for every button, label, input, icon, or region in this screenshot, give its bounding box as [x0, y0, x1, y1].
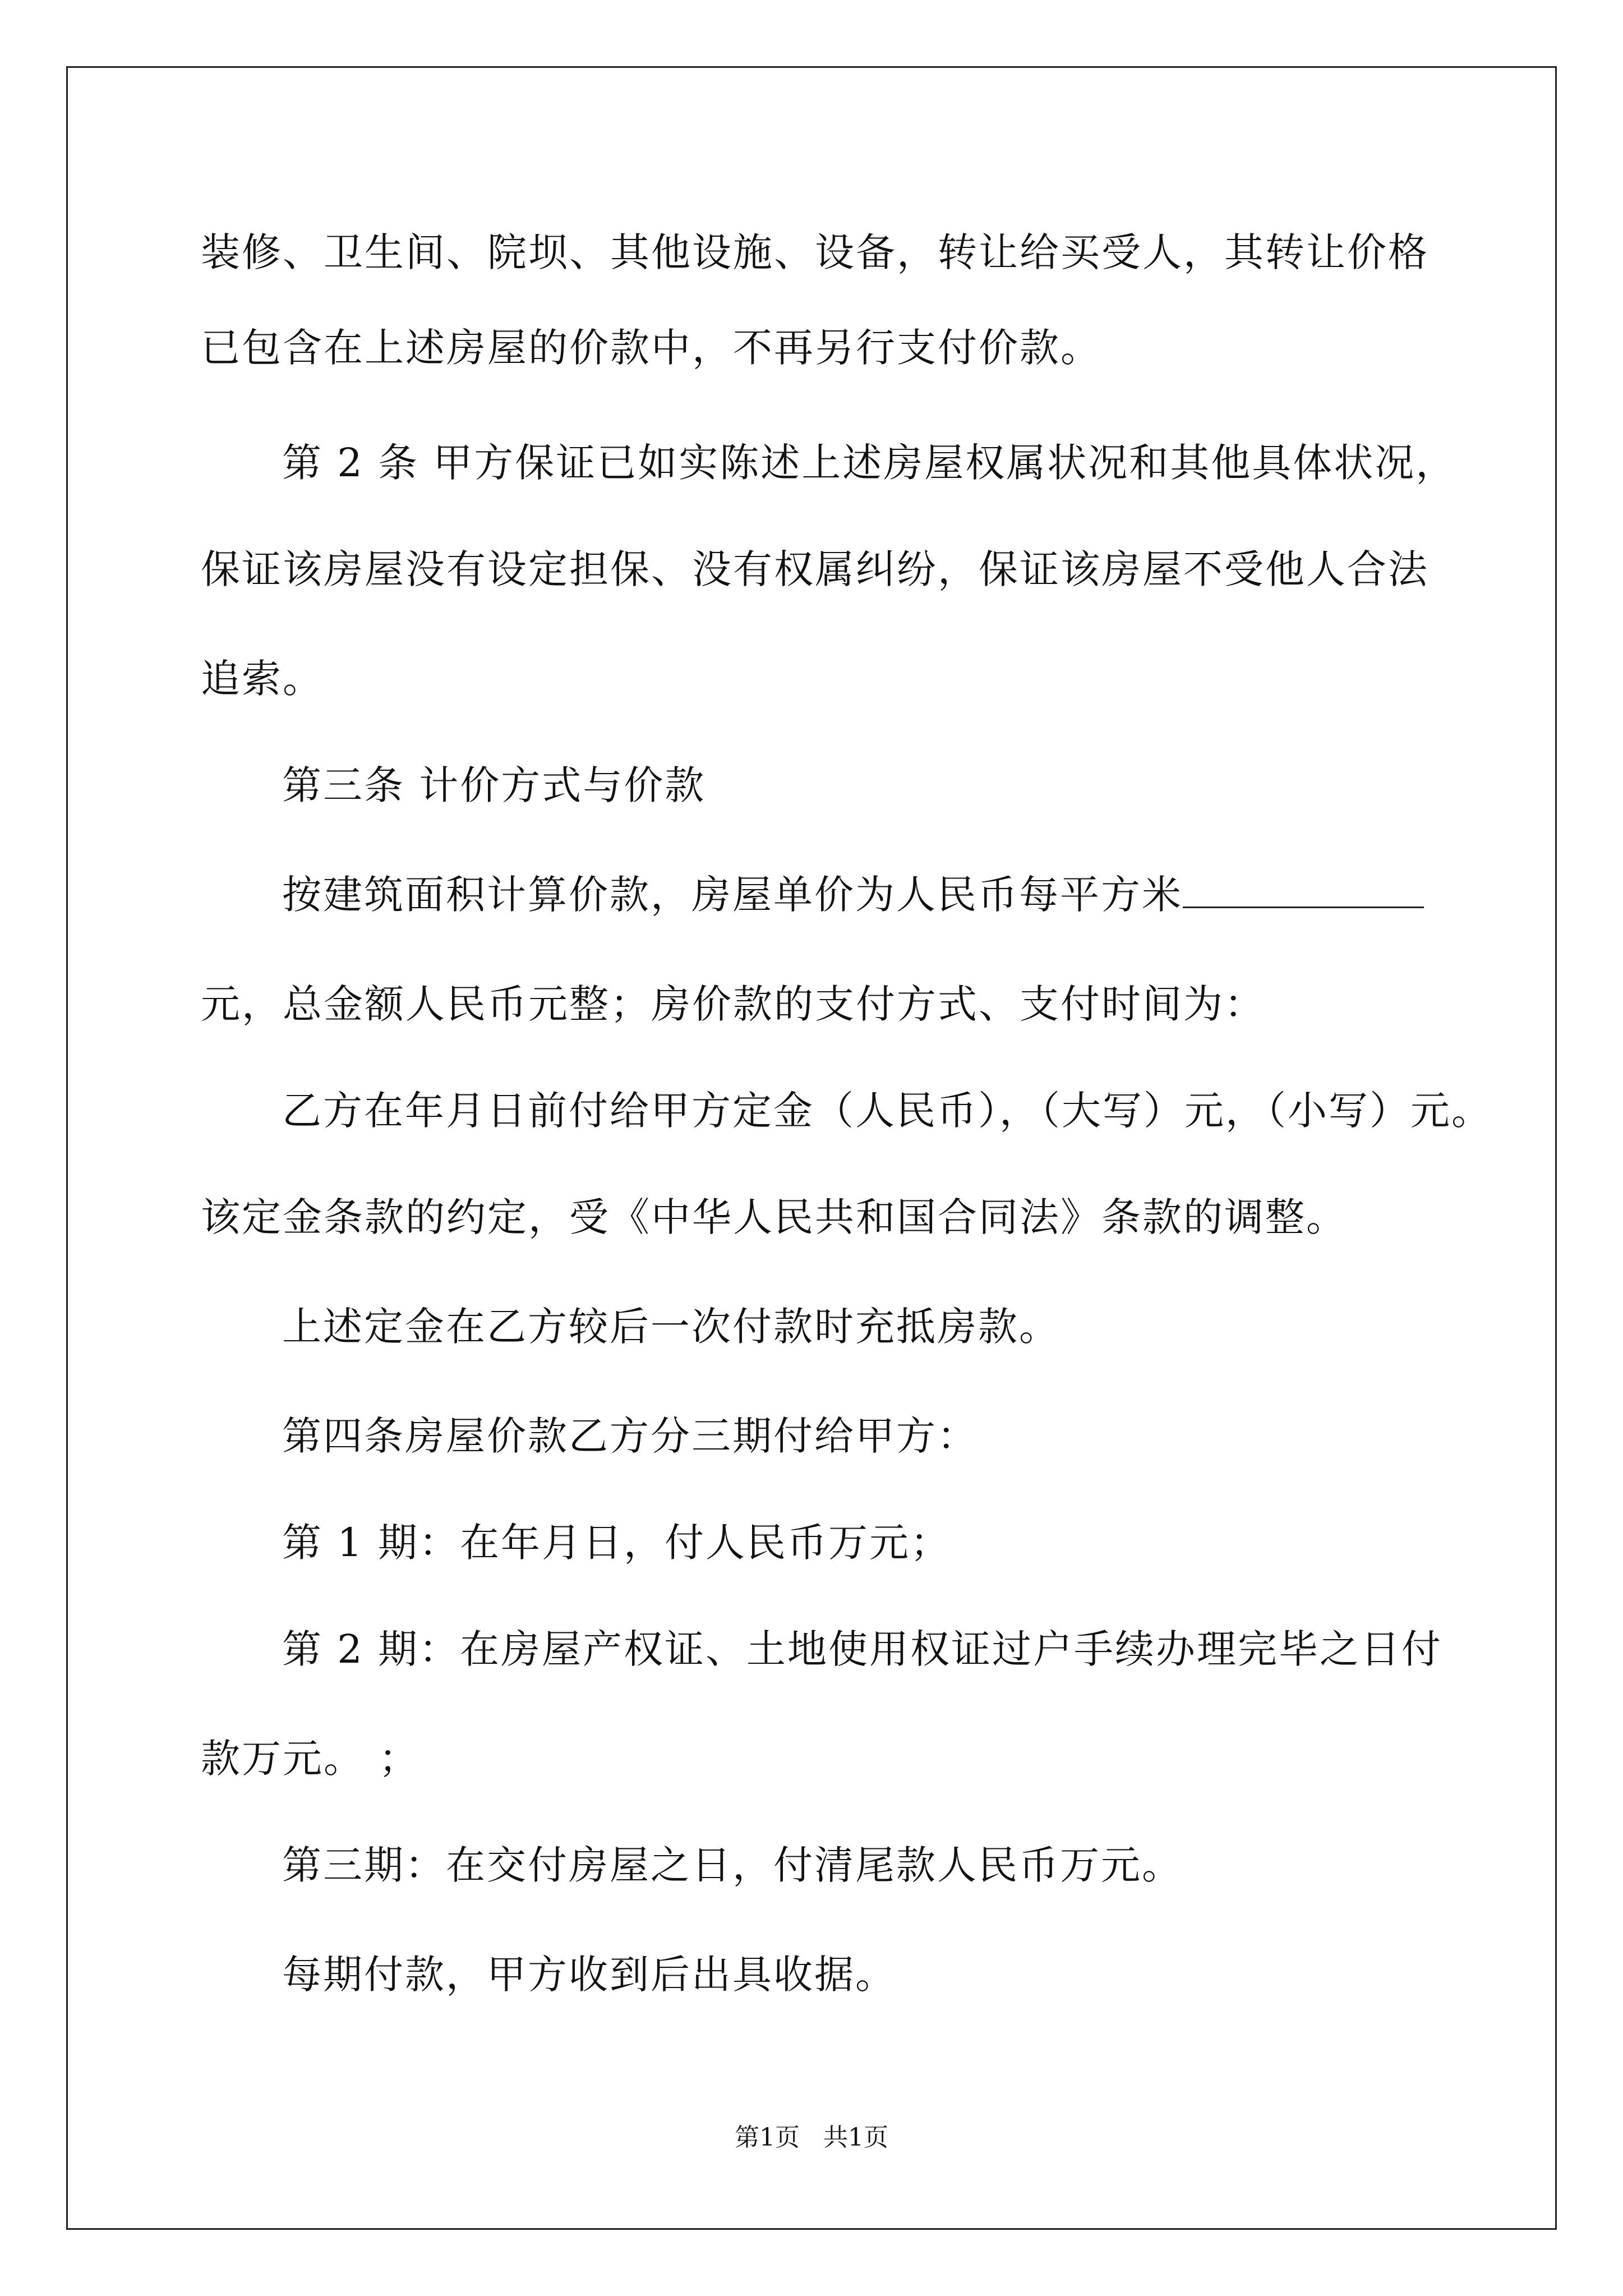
article-4-heading: 第四条房屋价款乙方分三期付给甲方：	[282, 1413, 978, 1459]
installment-2-line: 第 2 期：在房屋产权证、土地使用权证过户手续办理完毕之日付	[282, 1626, 1443, 1672]
price-blank-underline	[1183, 873, 1424, 908]
paragraph-line: 装修、卫生间、院坝、其他设施、设备，转让给买受人，其转让价格	[201, 229, 1429, 275]
paragraph-line: 保证该房屋没有设定担保、没有权属纠纷，保证该房屋不受他人合法	[201, 546, 1429, 592]
article-3-heading: 第三条 计价方式与价款	[282, 762, 706, 808]
price-text: 按建筑面积计算价款，房屋单价为人民币每平方米	[282, 872, 1183, 918]
price-line	[282, 869, 1424, 920]
page-border	[66, 66, 1557, 2230]
article-2-line: 第 2 条 甲方保证已如实陈述上述房屋权属状况和其他具体状况，	[282, 440, 1457, 486]
paragraph-line: 款万元。 ；	[201, 1736, 420, 1782]
paragraph-line: 元，总金额人民币元整；房价款的支付方式、支付时间为：	[201, 981, 1265, 1027]
installment-3-line: 第三期：在交付房屋之日，付清尾款人民币万元。	[282, 1842, 1183, 1888]
installment-1-line: 第 1 期：在年月日，付人民币万元；	[282, 1520, 952, 1566]
paragraph-line: 追索。	[201, 656, 324, 702]
deposit-line: 乙方在年月日前付给甲方定金（人民币），（大写）元，（小写）元。	[282, 1088, 1492, 1134]
paragraph-line: 上述定金在乙方较后一次付款时充抵房款。	[282, 1304, 1060, 1350]
paragraph-line: 该定金条款的约定，受《中华人民共和国合同法》条款的调整。	[201, 1194, 1347, 1240]
page-number-footer: 第1页 共1页	[735, 2123, 888, 2152]
paragraph-line: 已包含在上述房屋的价款中，不再另行支付价款。	[201, 325, 1101, 371]
receipt-line: 每期付款，甲方收到后出具收据。	[282, 1952, 896, 1998]
